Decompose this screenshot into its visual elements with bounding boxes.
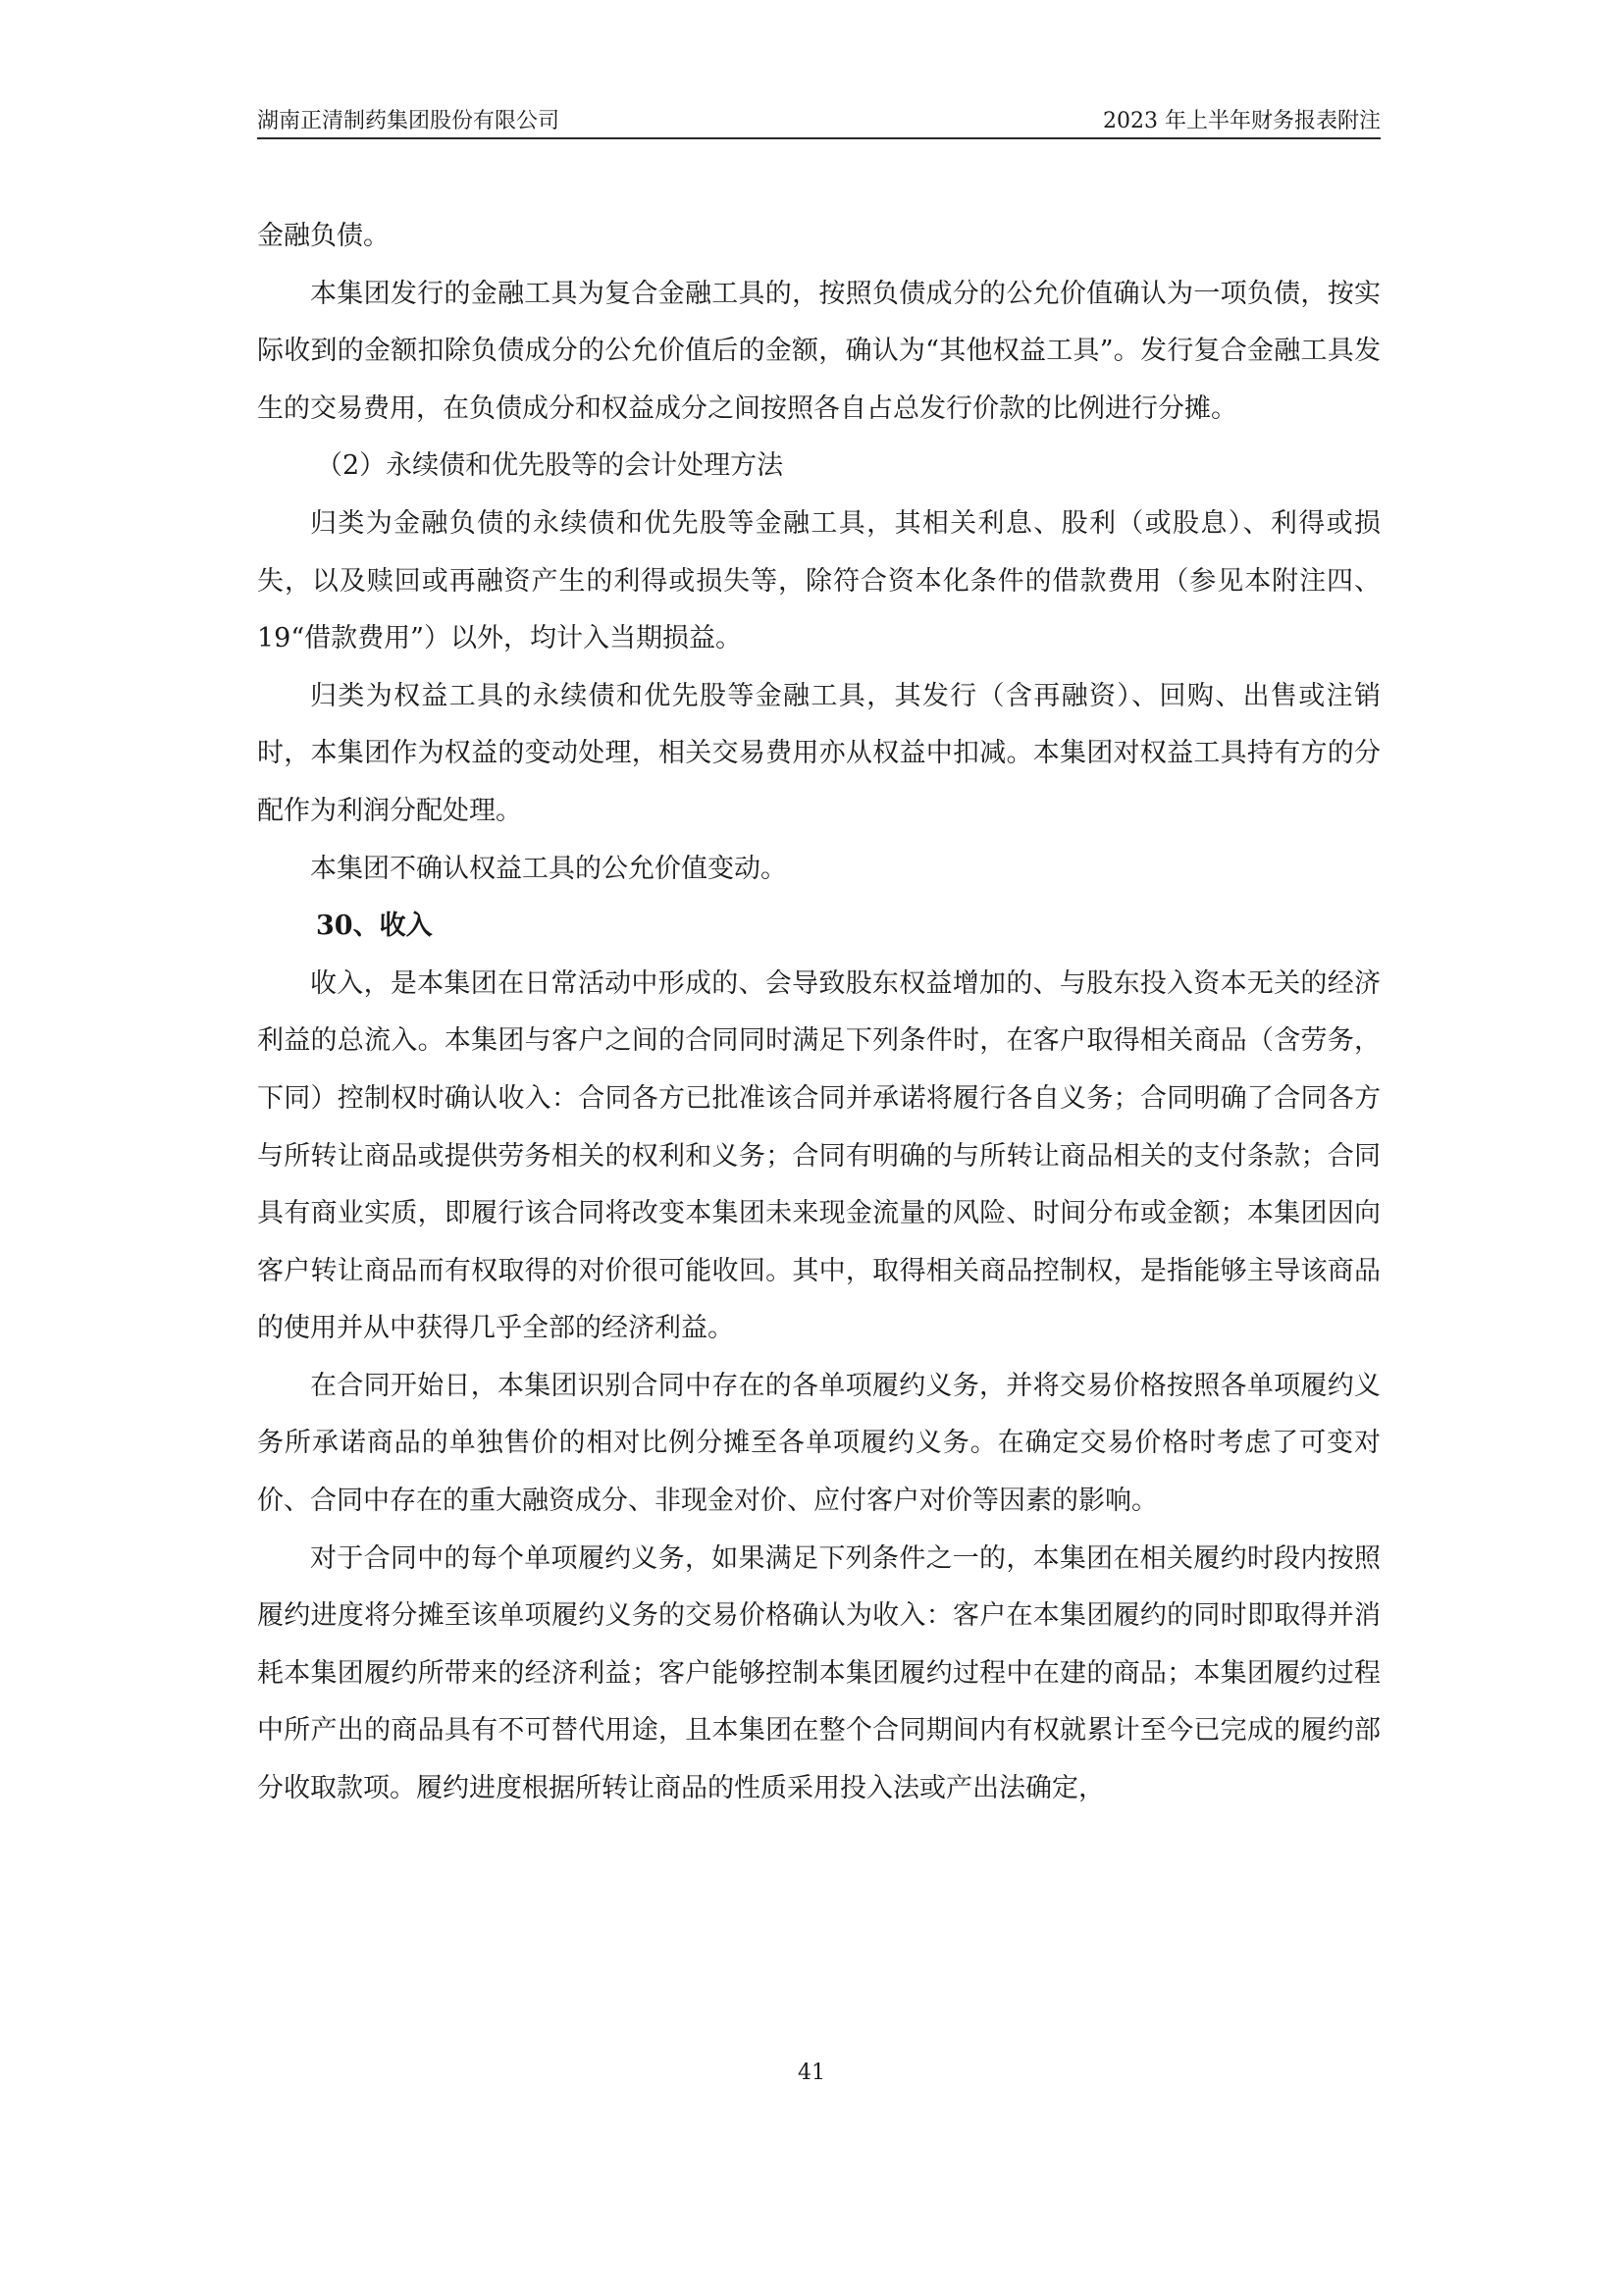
page-header [257, 104, 1381, 139]
header-company-name: 湖南正清制药集团股份有限公司 [257, 109, 560, 133]
paragraph-compound-instruments: 本集团发行的金融工具为复合金融工具的，按照负债成分的公允价值确认为一项负债，按实际收到的金额扣除负债成分的公允价值后的金额，确认为“其他权益工具”。发行复合金融工具发生的交易费用，在负债成分和权益成分之间按照各自占总发行价款的比例进行分摊。 [257, 278, 1381, 424]
subheading-perpetual-bonds: （2）永续债和优先股等的会计处理方法 [316, 450, 784, 482]
document-body [257, 208, 1381, 1818]
page-number: 41 [798, 2061, 825, 2085]
paragraph-financial-liability-classification: 归类为金融负债的永续债和优先股等金融工具，其相关利息、股利（或股息）、利得或损失，以及赎回或再融资产生的利得或损失等，除符合资本化条件的借款费用（参见本附注四、19“借款费用”）以外，均计入当期损益。 [257, 507, 1381, 654]
header-report-title: 2023 年上半年财务报表附注 [1103, 109, 1381, 133]
paragraph-over-time-recognition: 对于合同中的每个单项履约义务，如果满足下列条件之一的，本集团在相关履约时段内按照履约进度将分摊至该单项履约义务的交易价格确认为收入：客户在本集团履约的同时即取得并消耗本集团履约所带来的经济利益；客户能够控制本集团履约过程中在建的商品；本集团履约过程中所产出的商品具有不可替代用途，且本集团在整个合同期间内有权就累计至今已完成的履约部分收取款项。履约进度根据所转让商品的性质采用投入法或产出法确定， [257, 1542, 1381, 1804]
paragraph-performance-obligations: 在合同开始日，本集团识别合同中存在的各单项履约义务，并将交易价格按照各单项履约义务所承诺商品的单独售价的相对比例分摊至各单项履约义务。在确定交易价格时考虑了可变对价、合同中存在的重大融资成分、非现金对价、应付客户对价等因素的影响。 [257, 1370, 1381, 1517]
paragraph-equity-classification: 归类为权益工具的永续债和优先股等金融工具，其发行（含再融资）、回购、出售或注销时，本集团作为权益的变动处理，相关交易费用亦从权益中扣减。本集团对权益工具持有方的分配作为利润分配处理。 [257, 680, 1381, 826]
paragraph-continuation: 金融负债。 [257, 221, 390, 251]
section-heading-revenue: 30、收入 [316, 911, 433, 942]
paragraph-revenue-definition: 收入，是本集团在日常活动中形成的、会导致股东权益增加的、与股东投入资本无关的经济利益的总流入。本集团与客户之间的合同同时满足下列条件时，在客户取得相关商品（含劳务，下同）控制权时确认收入：合同各方已批准该合同并承诺将履行各自义务；合同明确了合同各方与所转让商品或提供劳务相关的权利和义务；合同有明确的与所转让商品相关的支付条款；合同具有商业实质，即履行该合同将改变本集团未来现金流量的风险、时间分布或金额；本集团因向客户转让商品而有权取得的对价很可能收回。其中，取得相关商品控制权，是指能够主导该商品的使用并从中获得几乎全部的经济利益。 [257, 967, 1381, 1344]
paragraph-fair-value-change: 本集团不确认权益工具的公允价值变动。 [310, 853, 787, 884]
